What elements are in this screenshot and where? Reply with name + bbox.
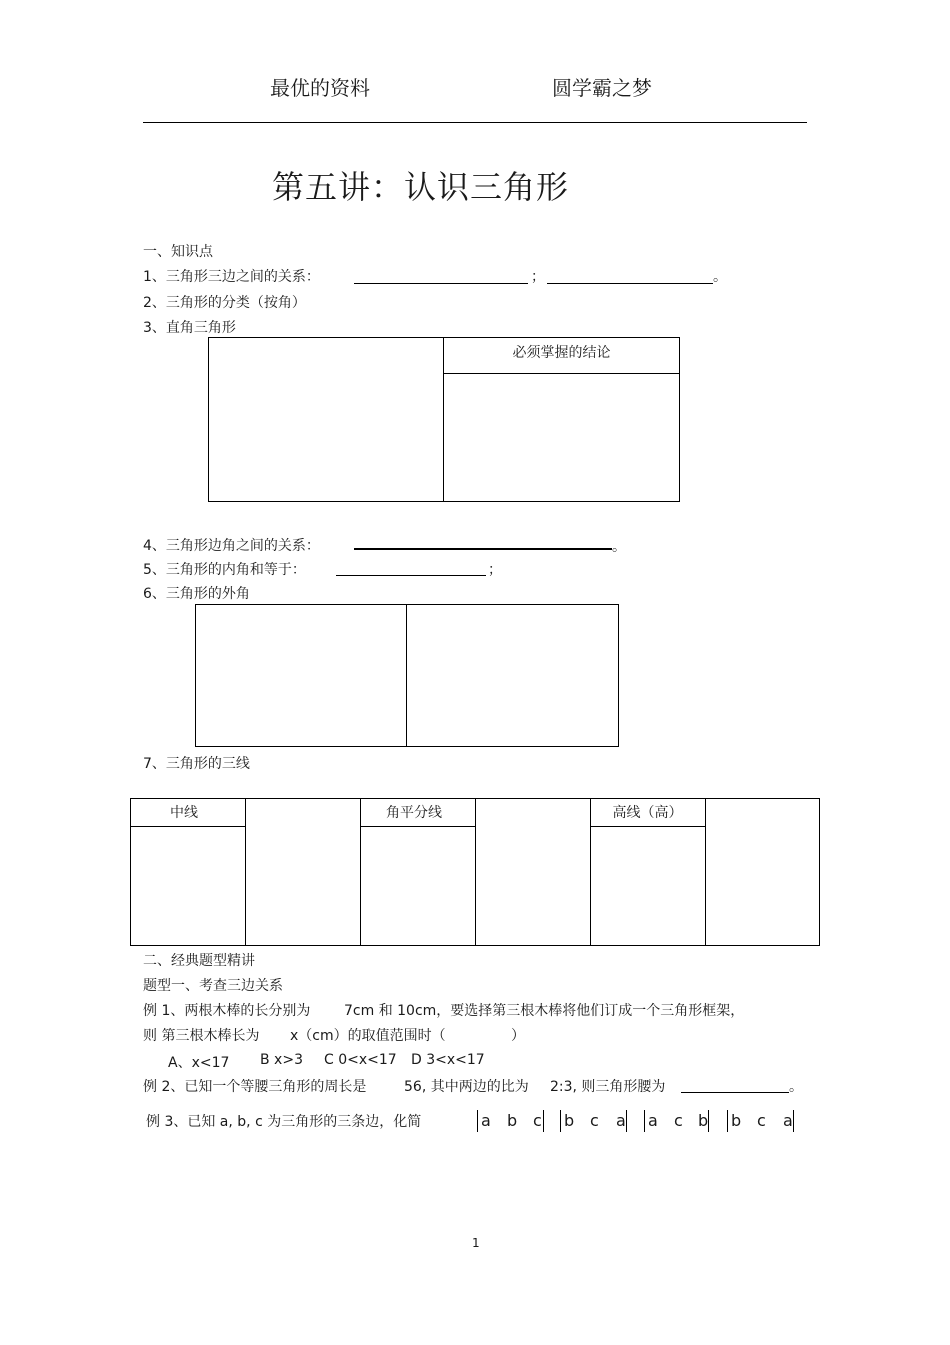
abs-term: c (674, 1111, 683, 1130)
item2-text: 2、三角形的分类（按角） (143, 295, 306, 311)
abs-term: b (698, 1111, 709, 1130)
section1-heading: 一、知识点 (143, 244, 213, 260)
ex2-c: 2:3, 则三角形腰为 (550, 1079, 666, 1095)
ex1-option-d: D 3<x<17 (411, 1052, 485, 1068)
ex1-option-c: C 0<x<17 (324, 1052, 397, 1068)
abs-term: a (783, 1111, 793, 1130)
abs-bar (543, 1110, 544, 1132)
ex1-option-b: B x>3 (260, 1052, 303, 1068)
page-title: 第五讲：认识三角形 (272, 168, 570, 206)
angle-bisector-header: 角平分线 (386, 805, 442, 821)
ex2-end: 。 (789, 1079, 803, 1095)
three-lines-header-rule (130, 826, 245, 827)
abs-term: a (481, 1111, 491, 1130)
ex1-line1-b: 7cm 和 10cm，要选择第三根木棒将他们订成一个三角形框架， (344, 1003, 745, 1019)
abs-bar (793, 1110, 794, 1132)
right-triangle-header: 必须掌握的结论 (512, 345, 611, 361)
three-lines-header-rule (360, 826, 475, 827)
abs-bar (560, 1110, 561, 1132)
header-right: 圆学霸之梦 (552, 76, 652, 100)
exterior-angle-divider (406, 604, 407, 747)
header-rule (143, 122, 807, 123)
altitude-header: 高线（高） (612, 805, 683, 821)
ex1-line2-b: x（cm）的取值范围时（ (290, 1028, 446, 1044)
item5-text: 5、三角形的内角和等于： (143, 562, 306, 578)
abs-term: a (616, 1111, 626, 1130)
ex1-line1-a: 例 1、两根木棒的长分别为 (143, 1003, 311, 1019)
ex1-line2-c: ） (511, 1028, 525, 1044)
item1-blank-2[interactable] (547, 283, 713, 284)
three-lines-col-divider (475, 798, 476, 946)
item5-end: ； (488, 562, 502, 578)
item1-sep: ； (531, 269, 545, 285)
item3-text: 3、直角三角形 (143, 320, 236, 336)
abs-bar (708, 1110, 709, 1132)
item7-text: 7、三角形的三线 (143, 756, 250, 772)
item1-text: 1、三角形三边之间的关系： (143, 269, 320, 285)
item4-text: 4、三角形边角之间的关系： (143, 538, 320, 554)
ex1-line2-a: 则 第三根木棒长为 (143, 1028, 260, 1044)
ex3-text: 例 3、已知 a, b, c 为三角形的三条边，化简 (146, 1114, 422, 1130)
type1-heading: 题型一、考查三边关系 (143, 978, 283, 994)
item1-end: 。 (713, 269, 727, 285)
abs-term: c (533, 1111, 542, 1130)
abs-term: b (731, 1111, 742, 1130)
three-lines-header-rule (590, 826, 705, 827)
three-lines-col-divider (245, 798, 246, 946)
abs-term: a (648, 1111, 658, 1130)
item6-text: 6、三角形的外角 (143, 586, 250, 602)
ex2-b: 56, 其中两边的比为 (404, 1079, 529, 1095)
three-lines-col-divider (705, 798, 706, 946)
section2-heading: 二、经典题型精讲 (143, 953, 255, 969)
ex2-a: 例 2、已知一个等腰三角形的周长是 (143, 1079, 367, 1095)
abs-bar (626, 1110, 627, 1132)
abs-term: c (590, 1111, 599, 1130)
item4-end: 。 (612, 539, 626, 555)
ex1-option-a: A、x<17 (168, 1055, 230, 1071)
ex2-blank[interactable] (681, 1092, 789, 1093)
abs-term: b (564, 1111, 575, 1130)
item1-blank-1[interactable] (354, 283, 528, 284)
abs-term: b (507, 1111, 518, 1130)
median-header: 中线 (170, 805, 198, 821)
page-number: 1 (472, 1236, 480, 1250)
abs-term: c (757, 1111, 766, 1130)
item5-blank[interactable] (336, 575, 486, 576)
abs-bar (644, 1110, 645, 1132)
abs-bar (727, 1110, 728, 1132)
item4-blank[interactable] (354, 548, 612, 550)
abs-bar (477, 1110, 478, 1132)
exterior-angle-box (195, 604, 619, 747)
header-left: 最优的资料 (270, 76, 370, 100)
right-triangle-header-rule (443, 373, 680, 374)
